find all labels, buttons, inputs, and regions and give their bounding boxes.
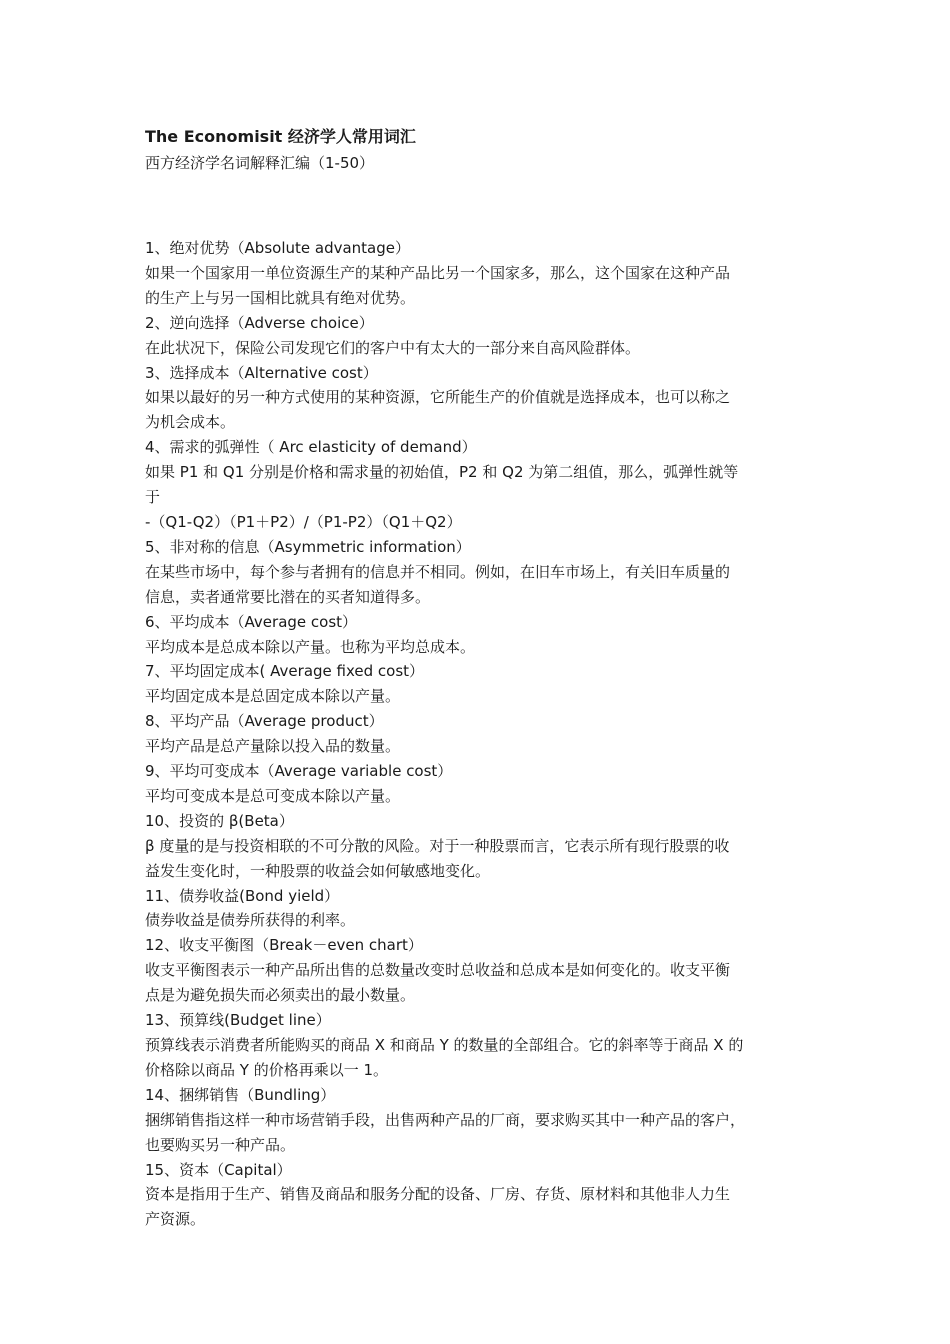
entry-heading: 15、资本（Capital） (145, 1160, 292, 1179)
definition-line: 如果一个国家用一单位资源生产的某种产品比另一个国家多，那么，这个国家在这种产品 (145, 263, 731, 282)
glossary-entry (145, 809, 810, 884)
entry-heading: 7、平均固定成本( Average fixed cost） (145, 662, 425, 681)
entry-definition (145, 958, 810, 1008)
entry-heading: 8、平均产品（Average product） (145, 712, 384, 731)
definition-line: 平均可变成本是总可变成本除以产量。 (145, 786, 401, 805)
entry-heading: 4、需求的弧弹性（ Arc elasticity of demand） (145, 438, 477, 457)
definition-line: 平均成本是总成本除以产量。也称为平均总成本。 (145, 637, 476, 656)
entry-definition (145, 734, 810, 759)
glossary-entry (145, 884, 810, 934)
entry-heading: 9、平均可变成本（Average variable cost） (145, 762, 453, 781)
entry-heading: 6、平均成本（Average cost） (145, 612, 358, 631)
definition-line: 也要购买另一种产品。 (145, 1135, 296, 1154)
entry-heading: 11、债券收益(Bond yield） (145, 886, 340, 905)
glossary-entry (145, 659, 810, 709)
glossary-entry (145, 236, 810, 311)
entry-definition (145, 1033, 810, 1083)
definition-line: 平均产品是总产量除以投入品的数量。 (145, 737, 401, 756)
definition-line: 在某些市场中，每个参与者拥有的信息并不相同。例如，在旧车市场上，有关旧车质量的 (145, 562, 731, 581)
glossary-entry (145, 1008, 810, 1083)
entry-heading: 3、选择成本（Alternative cost） (145, 363, 378, 382)
glossary-entry (145, 311, 810, 361)
definition-line: -（Q1-Q2）（P1＋P2）/（P1-P2）（Q1＋Q2） (145, 512, 462, 531)
entry-definition (145, 560, 810, 610)
entry-definition (145, 336, 810, 361)
glossary-entry (145, 361, 810, 436)
definition-line: 信息，卖者通常要比潜在的买者知道得多。 (145, 587, 431, 606)
entry-heading: 14、捆绑销售（Bundling） (145, 1085, 336, 1104)
definition-line: 产资源。 (145, 1210, 206, 1229)
entry-definition (145, 385, 810, 435)
entry-heading: 5、非对称的信息（Asymmetric information） (145, 537, 471, 556)
definition-line: 的生产上与另一国相比就具有绝对优势。 (145, 288, 416, 307)
definition-line: β 度量的是与投资相联的不可分散的风险。对于一种股票而言，它表示所有现行股票的收 (145, 836, 730, 855)
definition-line: 收支平衡图表示一种产品所出售的总数量改变时总收益和总成本是如何变化的。收支平衡 (145, 961, 731, 980)
glossary-entry (145, 709, 810, 759)
glossary-entry (145, 610, 810, 660)
glossary-entry (145, 1083, 810, 1158)
definition-line: 资本是指用于生产、销售及商品和服务分配的设备、厂房、存货、原材料和其他非人力生 (145, 1185, 731, 1204)
definition-line: 债券收益是债券所获得的利率。 (145, 911, 356, 930)
definition-line: 点是为避免损失而必须卖出的最小数量。 (145, 986, 416, 1005)
entry-definition (145, 261, 810, 311)
glossary-entry (145, 435, 810, 535)
entry-definition (145, 908, 810, 933)
glossary-entries (145, 236, 810, 1232)
glossary-entry (145, 535, 810, 610)
definition-line: 于 (145, 488, 161, 507)
definition-line: 预算线表示消费者所能购买的商品 X 和商品 Y 的数量的全部组合。它的斜率等于商品 X 的 (145, 1036, 744, 1054)
entry-definition (145, 684, 810, 709)
entry-heading: 2、逆向选择（Adverse choice） (145, 313, 374, 332)
glossary-entry (145, 759, 810, 809)
definition-line: 如果以最好的另一种方式使用的某种资源，它所能生产的价值就是选择成本，也可以称之 (145, 388, 731, 407)
document-title: The Economisit 经济学人常用词汇 (145, 127, 416, 146)
entry-heading: 12、收支平衡图（Break－even chart） (145, 936, 423, 955)
entry-definition (145, 1182, 810, 1232)
entry-heading: 13、预算线(Budget line） (145, 1011, 331, 1030)
definition-line: 平均固定成本是总固定成本除以产量。 (145, 687, 401, 706)
glossary-entry (145, 1158, 810, 1233)
entry-definition (145, 834, 810, 884)
definition-line: 捆绑销售指这样一种市场营销手段，出售两种产品的厂商，要求购买其中一种产品的客户， (145, 1110, 746, 1129)
definition-line: 在此状况下，保险公司发现它们的客户中有太大的一部分来自高风险群体。 (145, 338, 641, 357)
definition-line: 价格除以商品 Y 的价格再乘以一 1。 (145, 1060, 389, 1079)
entry-definition (145, 1108, 810, 1158)
entry-definition (145, 635, 810, 660)
document-subtitle: 西方经济学名词解释汇编（1-50） (145, 154, 375, 172)
entry-heading: 1、绝对优势（Absolute advantage） (145, 239, 410, 257)
definition-line: 益发生变化时，一种股票的收益会如何敏感地变化。 (145, 861, 491, 880)
definition-line: 为机会成本。 (145, 413, 236, 432)
entry-heading: 10、投资的 β(Beta） (145, 811, 294, 830)
definition-line: 如果 P1 和 Q1 分别是价格和需求量的初始值，P2 和 Q2 为第二组值，那么，弧弹性就等 (145, 463, 739, 482)
document-page (145, 124, 810, 1232)
entry-definition (145, 460, 810, 535)
entry-definition (145, 784, 810, 809)
glossary-entry (145, 933, 810, 1008)
